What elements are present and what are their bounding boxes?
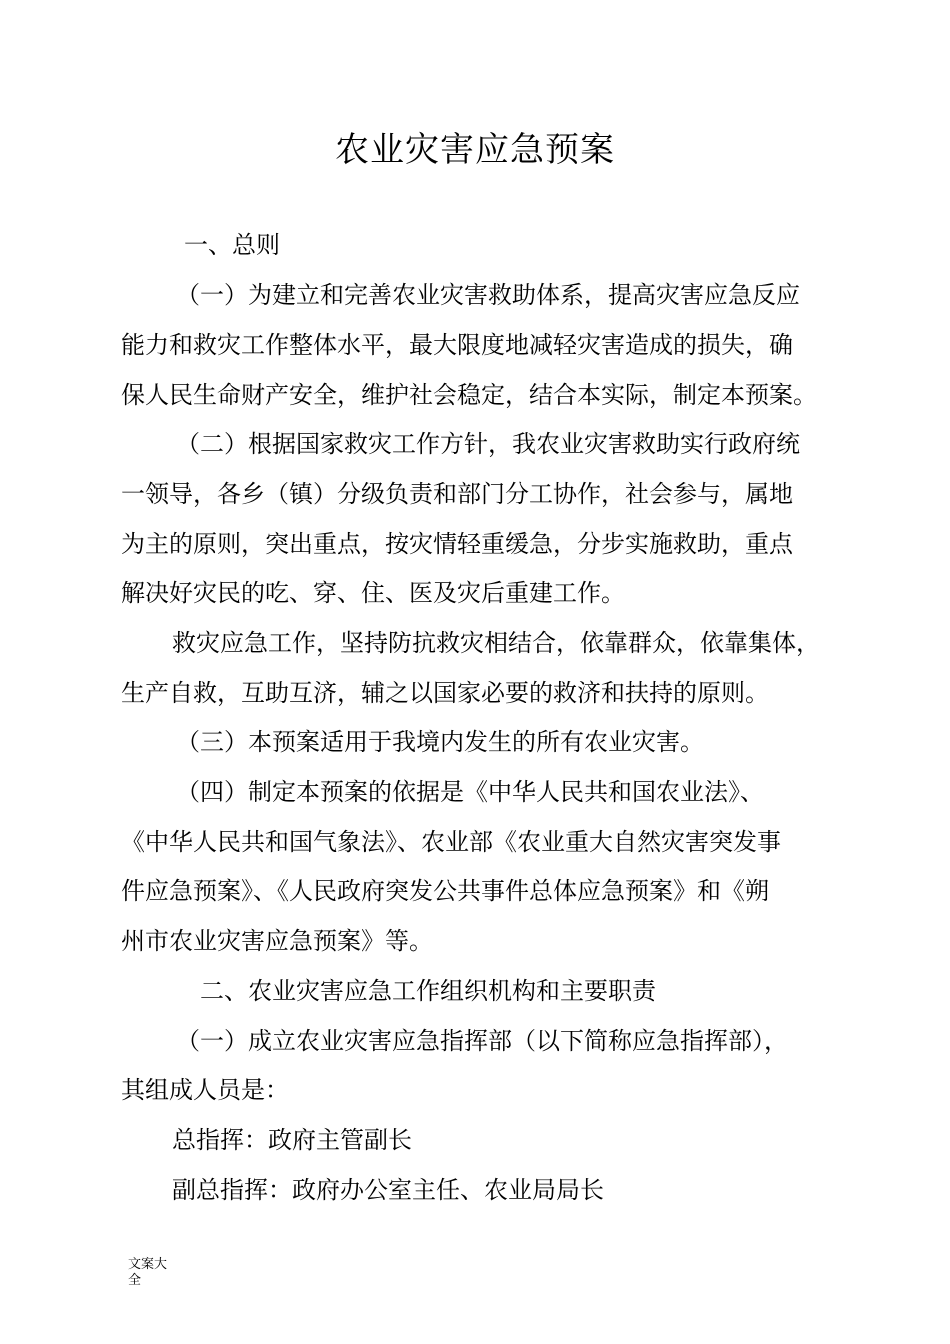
paragraph-line: 为主的原则，突出重点，按灾情轻重缓急，分步实施救助，重点 [121,530,793,558]
paragraph-line: （一）为建立和完善农业灾害救助体系，提高灾害应急反应 [176,281,800,309]
paragraph-line: （三）本预案适用于我境内发生的所有农业灾害。 [176,728,704,756]
paragraph-line: 解决好灾民的吃、穿、住、医及灾后重建工作。 [121,579,625,607]
paragraph-line: 副总指挥：政府办公室主任、农业局局长 [172,1176,604,1204]
heading-organization: 二、农业灾害应急工作组织机构和主要职责 [200,977,656,1005]
paragraph-line: 生产自救，互助互济，辅之以国家必要的救济和扶持的原则。 [121,679,769,707]
page-footer: 文案大全 [128,1257,168,1288]
paragraph-line: 州市农业灾害应急预案》等。 [121,927,433,955]
paragraph-line: 能力和救灾工作整体水平，最大限度地减轻灾害造成的损失，确 [121,331,793,359]
paragraph-line: （二）根据国家救灾工作方针，我农业灾害救助实行政府统 [176,430,800,458]
document-title: 农业灾害应急预案 [335,130,615,170]
heading-general: 一、总则 [184,231,280,259]
paragraph-line: 一领导，各乡（镇）分级负责和部门分工协作，社会参与，属地 [121,480,793,508]
paragraph-line: 其组成人员是： [121,1076,289,1104]
paragraph-line: 件应急预案》、《人民政府突发公共事件总体应急预案》和《朔 [121,877,769,905]
paragraph-line: （一）成立农业灾害应急指挥部（以下简称应急指挥部）， [176,1027,788,1055]
paragraph-line: 救灾应急工作，坚持防抗救灾相结合，依靠群众，依靠集体， [172,629,820,657]
paragraph-line: 《中华人民共和国气象法》、农业部《农业重大自然灾害突发事 [121,828,781,856]
paragraph-line: （四）制定本预案的依据是《中华人民共和国农业法》、 [176,778,764,806]
paragraph-line: 总指挥：政府主管副长 [172,1126,412,1154]
paragraph-line: 保人民生命财产安全，维护社会稳定，结合本实际，制定本预案。 [121,381,817,409]
